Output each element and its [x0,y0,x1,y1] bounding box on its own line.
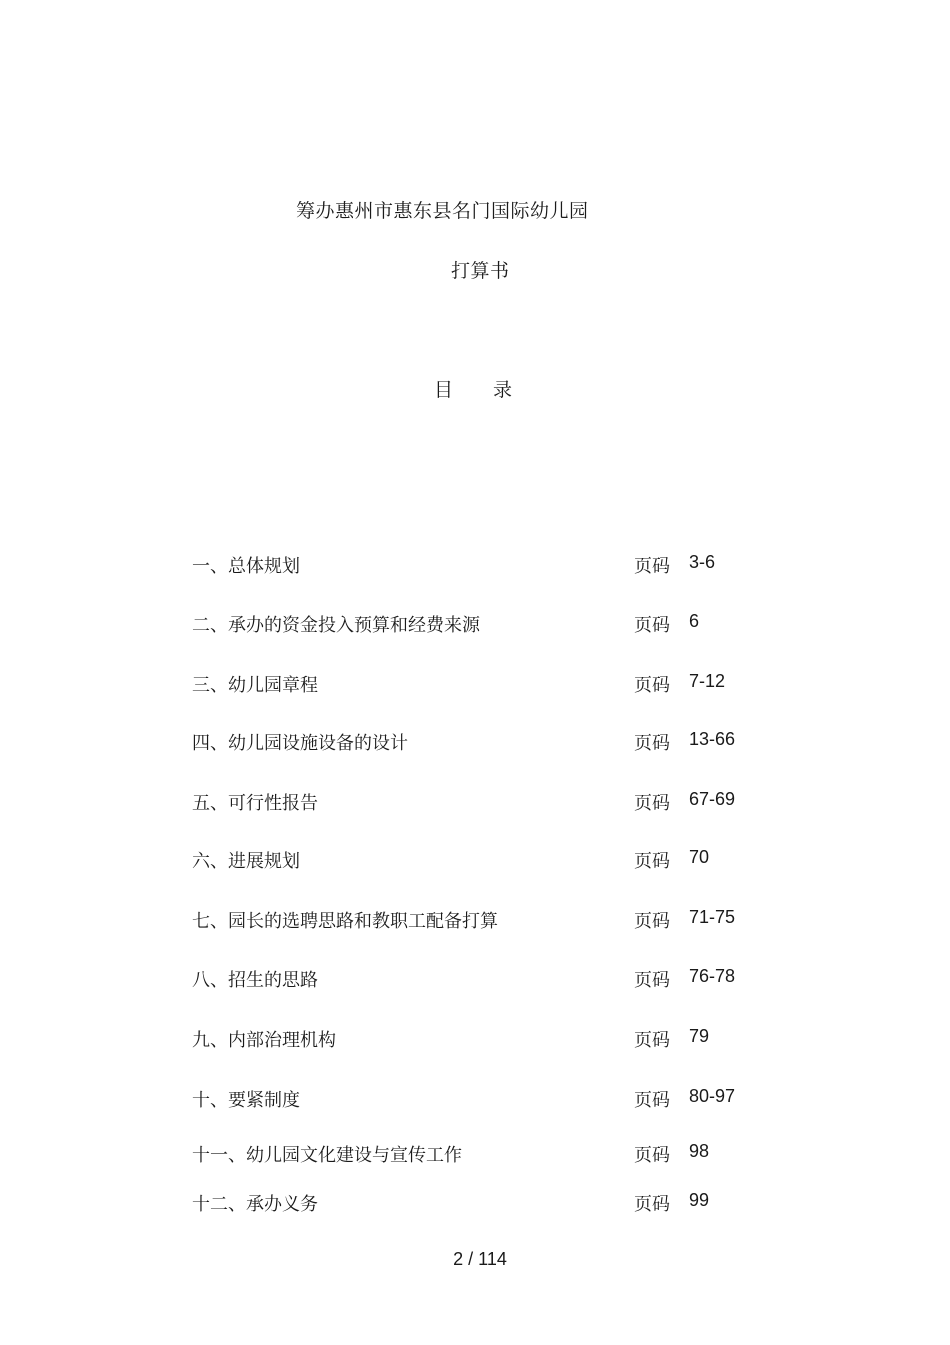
toc-item-page-label: 页码 [634,793,670,814]
document-title-line-1: 筹办惠州市惠东县名门国际幼儿园 [296,200,589,222]
toc-item-title: 一、总体规划 [192,556,300,577]
toc-item-page-label: 页码 [634,556,670,577]
toc-item[interactable] [192,1086,752,1112]
toc-item-page-label: 页码 [634,675,670,696]
toc-item-page-number: 98 [689,1141,710,1161]
toc-item-page-number: 7-12 [689,671,726,691]
toc-item[interactable] [192,1190,752,1216]
toc-item[interactable] [192,789,752,815]
toc-heading-right: 录 [493,379,513,401]
toc-item-title: 十二、承办义务 [192,1194,318,1215]
toc-item-page-label: 页码 [634,1194,670,1215]
toc-item-title: 三、幼儿园章程 [192,675,318,696]
toc-item-title: 六、进展规划 [192,851,300,872]
page-indicator: 2 / 114 [453,1249,507,1269]
toc-item[interactable] [192,1141,752,1167]
toc-item-title: 五、可行性报告 [192,793,318,814]
toc-item-page-number: 13-66 [689,729,736,749]
toc-item-page-number: 3-6 [689,552,716,572]
toc-heading [434,375,512,402]
toc-item-title: 十一、幼儿园文化建设与宣传工作 [192,1145,462,1166]
toc-item-title: 八、招生的思路 [192,970,318,991]
toc-item-page-label: 页码 [634,1090,670,1111]
toc-item-page-number: 70 [689,847,710,867]
toc-item-page-label: 页码 [634,615,670,636]
toc-item[interactable] [192,907,752,933]
document-title-line-2: 打算书 [451,260,510,282]
toc-item-page-number: 6 [689,611,700,631]
toc-item-page-label: 页码 [634,851,670,872]
toc-item-page-number: 67-69 [689,789,736,809]
toc-item-page-number: 76-78 [689,966,736,986]
toc-item[interactable] [192,1026,752,1052]
toc-item[interactable] [192,966,752,992]
toc-item-page-number: 79 [689,1026,710,1046]
toc-item-page-number: 80-97 [689,1086,736,1106]
toc-item[interactable] [192,847,752,873]
toc-item[interactable] [192,729,752,755]
toc-item-title: 二、承办的资金投入预算和经费来源 [192,615,480,636]
toc-item-page-label: 页码 [634,733,670,754]
toc-item[interactable] [192,552,752,578]
toc-item-page-number: 71-75 [689,907,736,927]
toc-heading-left: 目 [434,379,454,401]
toc-item-title: 十、要紧制度 [192,1090,300,1111]
toc-item-title: 七、园长的选聘思路和教职工配备打算 [192,911,498,932]
toc-item-page-label: 页码 [634,911,670,932]
toc-item-page-label: 页码 [634,1030,670,1051]
toc-item-page-label: 页码 [634,970,670,991]
toc-item-page-label: 页码 [634,1145,670,1166]
toc-item-page-number: 99 [689,1190,710,1210]
toc-item-title: 九、内部治理机构 [192,1030,336,1051]
toc-item[interactable] [192,611,752,637]
toc-item[interactable] [192,671,752,697]
toc-item-title: 四、幼儿园设施设备的设计 [192,733,408,754]
